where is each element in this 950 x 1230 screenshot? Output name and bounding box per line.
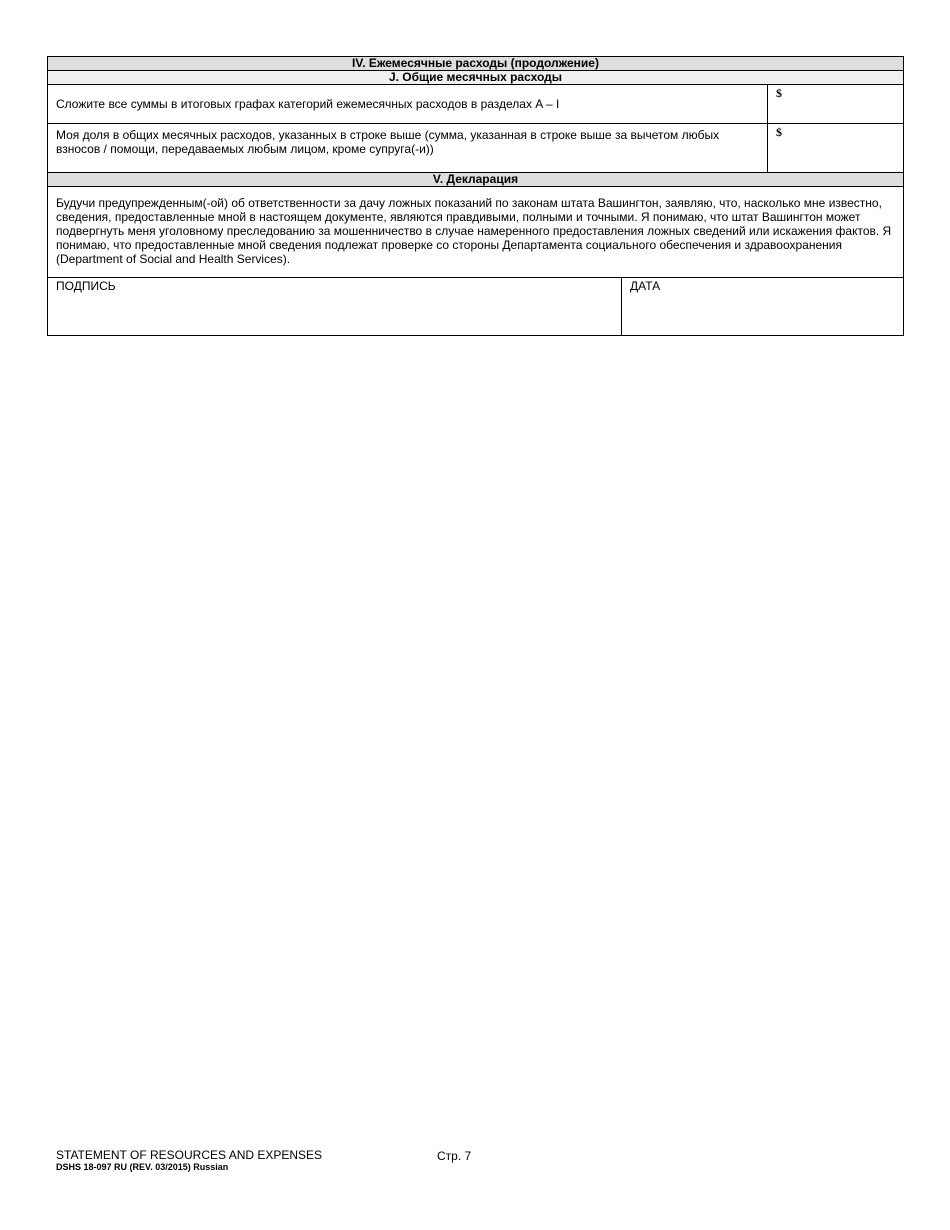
total-expenses-currency: $ [776,86,782,100]
my-share-row [48,124,904,173]
signature-label: ПОДПИСЬ [56,279,116,293]
footer-page-number: Стр. 7 [437,1149,472,1163]
declaration-text: Будучи предупрежденным(-ой) об ответственности за дачу ложных показаний по законам штата Вашингтон, заявляю, что, насколько мне известно, сведения, предоставленные мной в настоящем документе, являются правдивыми, полными и точными. Я понимаю, что штат Вашингтон может подвергнуть меня уголовному преследованию за мошенничество в случае намеренного предоставления ложных сведений или искажения фактов. Я понимаю, что предоставленные мной сведения подлежат проверке со стороны Департамента социального обеспечения и здравоохранения (Department of Social and Health Services). [48,187,904,278]
total-expenses-description: Сложите все суммы в итоговых графах категорий ежемесячных расходов в разделах A – I [48,85,768,124]
signature-date-row [48,278,904,336]
section-j-header: J. Общие месячных расходы [48,71,904,85]
footer-form-title: STATEMENT OF RESOURCES AND EXPENSES [56,1148,323,1162]
date-field[interactable] [622,278,904,336]
my-share-amount-field[interactable] [768,124,904,173]
total-expenses-row [48,85,904,124]
section-j-header-row [48,71,904,85]
declaration-row [48,187,904,278]
total-expenses-amount-field[interactable] [768,85,904,124]
section-v-header: V. Декларация [48,173,904,187]
section-iv-header-row [48,57,904,71]
section-v-header-row [48,173,904,187]
section-iv-header: IV. Ежемесячные расходы (продолжение) [48,57,904,71]
my-share-currency: $ [776,125,782,139]
my-share-description: Моя доля в общих месячных расходов, указанных в строке выше (сумма, указанная в строке выше за вычетом любых взносов / помощи, передаваемых любым лицом, кроме супруга(-и)) [48,124,768,173]
expenses-form-table [47,56,904,336]
signature-field[interactable] [48,278,622,336]
footer-form-code: DSHS 18-097 RU (REV. 03/2015) Russian [56,1162,229,1172]
date-label: ДАТА [630,279,661,293]
